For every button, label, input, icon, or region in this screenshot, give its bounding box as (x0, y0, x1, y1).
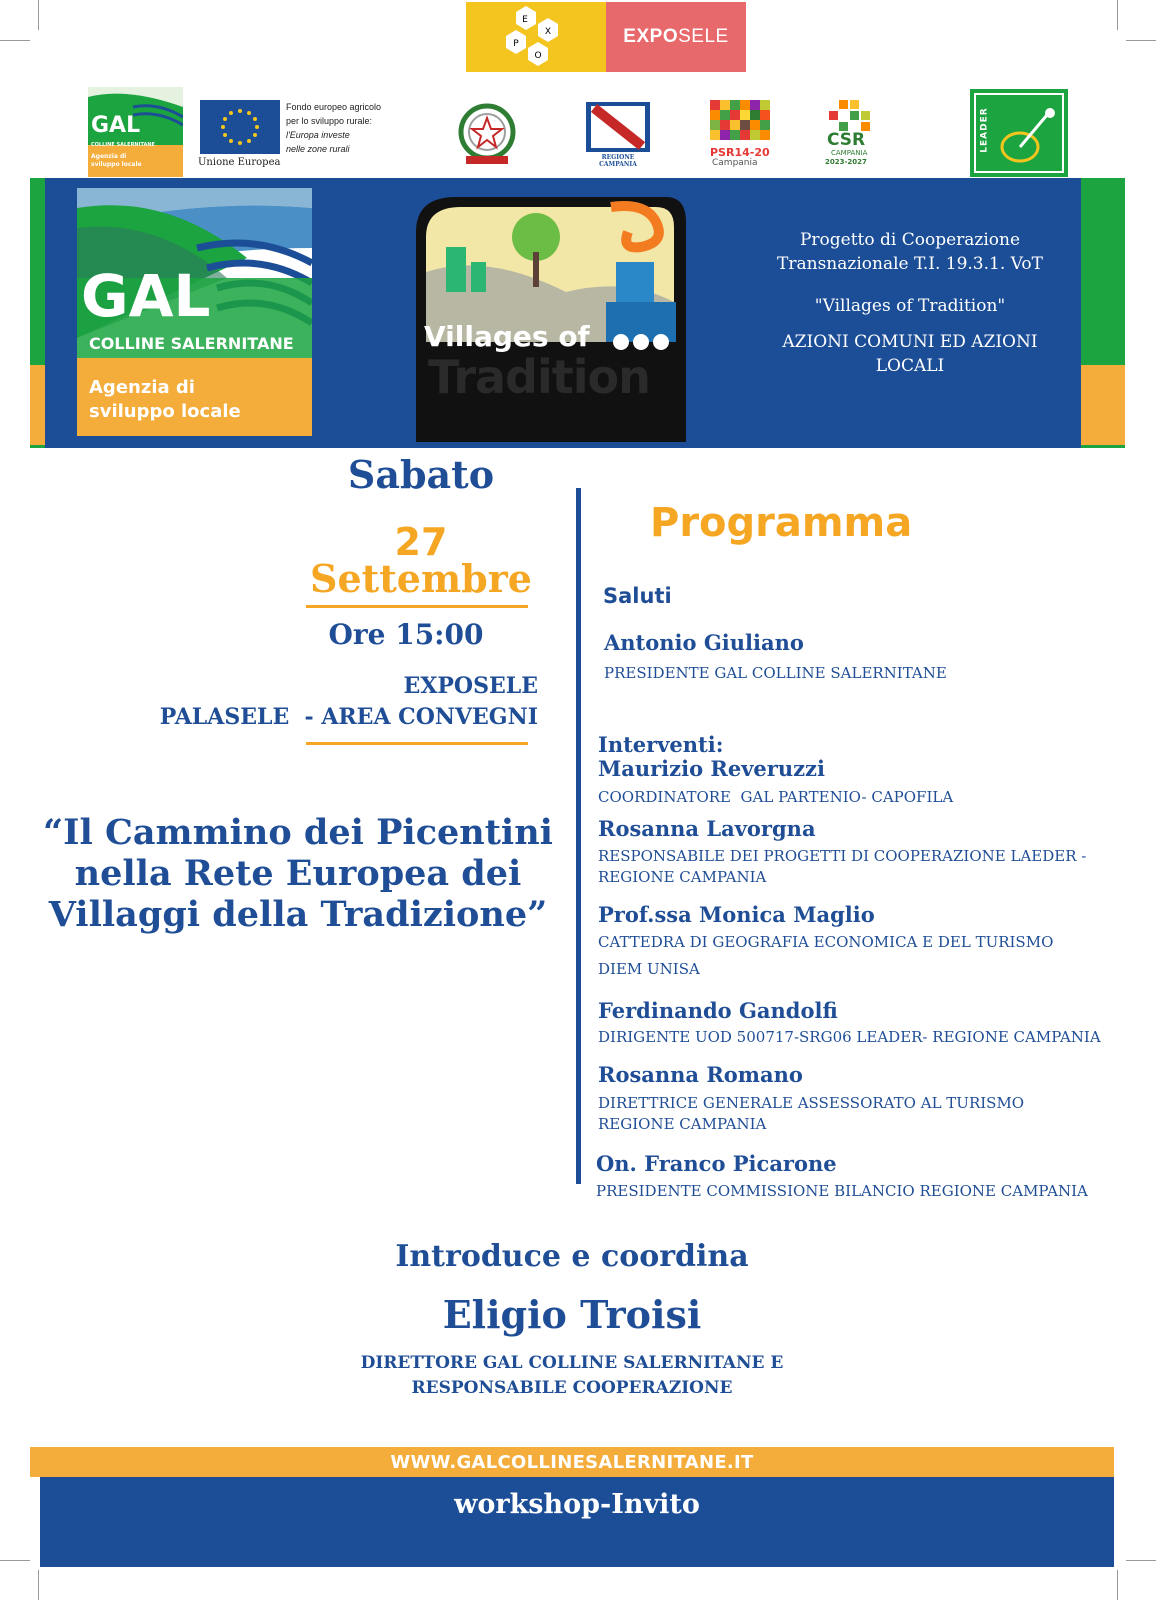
project-line: Progetto di Cooperazione (799, 230, 1021, 250)
project-info (750, 228, 1070, 378)
speaker-name: Rosanna Romano (598, 1062, 803, 1087)
speaker-role: PRESIDENTE COMMISSIONE BILANCIO REGIONE CAMPANIA (596, 1182, 1088, 1200)
crop-mark (0, 1560, 30, 1561)
gal-title: GAL (81, 262, 211, 330)
svg-text:O: O (534, 51, 542, 61)
gal-small-subtitle: COLLINE SALERNITANE (91, 142, 155, 148)
coordinator-role: RESPONSABILE COOPERAZIONE (411, 1378, 733, 1398)
event-time: Ore 15:00 (328, 618, 484, 651)
speaker-role: REGIONE CAMPANIA (598, 1115, 767, 1133)
vot-line1: Villages of (424, 320, 590, 353)
banner-stripe-left-accent (30, 365, 45, 445)
programma-heading: Programma (650, 500, 913, 546)
speaker-role: PRESIDENTE GAL COLLINE SALERNITANE (604, 664, 947, 682)
event-day: Sabato (347, 452, 495, 497)
eu-fund-line: nelle zone rurali (286, 144, 350, 154)
psr-label: PSR14-20 (710, 146, 770, 159)
project-line: Transnazionale T.I. 19.3.1. VoT (777, 254, 1043, 274)
event-date-number: 27 (394, 520, 448, 564)
regione-campania-logo (582, 100, 654, 166)
csr-sub: CAMPANIA (831, 149, 868, 157)
eu-caption: Unione Europea (198, 157, 281, 168)
speaker-name: Antonio Giuliano (604, 630, 804, 655)
project-name: "Villages of Tradition" (814, 296, 1006, 316)
exposele-logo-text: EXPO SELE (606, 2, 746, 72)
divider-rule (306, 742, 528, 745)
website-bar (30, 1447, 1114, 1477)
crop-mark (1117, 1570, 1118, 1600)
crop-mark (1126, 40, 1156, 41)
psr-mosaic-icon (710, 100, 772, 148)
speaker-role: DIRETTRICE GENERALE ASSESSORATO AL TURISMO (598, 1094, 1025, 1112)
csr-label: CSR (827, 130, 866, 150)
coordinator-name: Eligio Troisi (442, 1292, 702, 1337)
gal-tagline: Agenzia di (89, 377, 195, 398)
gal-small-logo (88, 87, 183, 177)
eu-fund-line: per lo sviluppo rurale: (286, 116, 373, 126)
speaker-role: REGIONE CAMPANIA (598, 868, 767, 886)
event-venue: EXPOSELE (403, 673, 538, 699)
speaker-name: On. Franco Picarone (596, 1151, 837, 1176)
eu-fund-text (286, 100, 406, 156)
actions-line: AZIONI COMUNI ED AZIONI (782, 332, 1038, 352)
actions-line: LOCALI (875, 356, 945, 376)
village-scene-icon (416, 192, 706, 442)
crop-mark (0, 40, 30, 41)
crop-mark (38, 0, 39, 30)
event-title-line: Villaggi della Tradizione” (48, 894, 548, 935)
gal-small-title: GAL (91, 113, 141, 138)
speaker-role: DIRIGENTE UOD 500717-SRG06 LEADER- REGIONE CAMPANIA (598, 1028, 1101, 1046)
saluti-label: Saluti (603, 584, 672, 608)
speaker-name: Ferdinando Gandolfi (598, 998, 838, 1023)
crop-mark (1126, 1560, 1156, 1561)
speaker-role: DIEM UNISA (598, 960, 700, 978)
speaker-name: Rosanna Lavorgna (598, 816, 816, 841)
event-month: Settembre (310, 556, 532, 601)
coordinator-role: DIRETTORE GAL COLLINE SALERNITANE E (360, 1353, 784, 1373)
gal-subtitle: COLLINE SALERNITANE (89, 334, 294, 353)
campania-shield-icon (582, 100, 654, 156)
eu-fund-line: l'Europa investe (286, 130, 350, 140)
villages-of-tradition-logo (416, 192, 706, 442)
footer-bar (40, 1477, 1114, 1567)
event-venue-detail: PALASELE - AREA CONVEGNI (159, 704, 538, 730)
coordination-label: Introduce e coordina (395, 1239, 749, 1274)
gal-small-tagline: Agenzia di sviluppo locale (91, 153, 142, 168)
event-title (20, 812, 576, 935)
speaker-role: CATTEDRA DI GEOGRAFIA ECONOMICA E DEL TURISMO (598, 933, 1054, 951)
crop-mark (38, 1570, 39, 1600)
csr-years: 2023-2027 (825, 158, 867, 166)
speaker-name: Prof.ssa Monica Maglio (598, 902, 875, 927)
honeycomb-icon (466, 2, 606, 72)
workshop-invite-label: workshop-Invito (454, 1489, 700, 1520)
gal-colline-salernitane-logo (77, 188, 312, 436)
event-title-line: nella Rete Europea dei (74, 853, 522, 894)
svg-text:X: X (544, 27, 552, 37)
interventi-label: Interventi: (598, 732, 724, 757)
leader-wheel-icon (970, 89, 1068, 177)
italian-republic-emblem-icon (452, 100, 522, 168)
eu-fund-line: Fondo europeo agricolo (286, 102, 382, 112)
svg-text:P: P (513, 39, 519, 49)
banner-stripe-right-accent (1081, 365, 1125, 445)
speaker-role: COORDINATORE GAL PARTENIO- CAPOFILA (598, 788, 954, 806)
event-title-line: “Il Cammino dei Picentini (43, 812, 553, 853)
csr-squares-icon (825, 98, 887, 132)
svg-text:E: E (522, 15, 528, 25)
campania-caption: REGIONE CAMPANIA (599, 154, 637, 168)
speaker-name: Maurizio Reveruzzi (598, 756, 825, 781)
exposele-logo-mark (466, 2, 606, 72)
website-link[interactable]: WWW.GALCOLLINESALERNITANE.IT (390, 1451, 754, 1473)
crop-mark (1117, 0, 1118, 30)
psr-logo (710, 100, 772, 168)
vot-line2: Tradition (428, 350, 650, 404)
speaker-role: RESPONSABILE DEI PROGETTI DI COOPERAZIONE LAEDER - (598, 847, 1087, 865)
gal-tagline: sviluppo locale (89, 401, 241, 422)
leader-logo (970, 89, 1068, 177)
eu-flag-icon (200, 100, 280, 154)
psr-sub: Campania (712, 158, 758, 168)
column-divider (576, 488, 581, 1184)
csr-logo (825, 98, 887, 170)
divider-rule (306, 605, 528, 608)
leader-label: LEADER (979, 107, 990, 153)
